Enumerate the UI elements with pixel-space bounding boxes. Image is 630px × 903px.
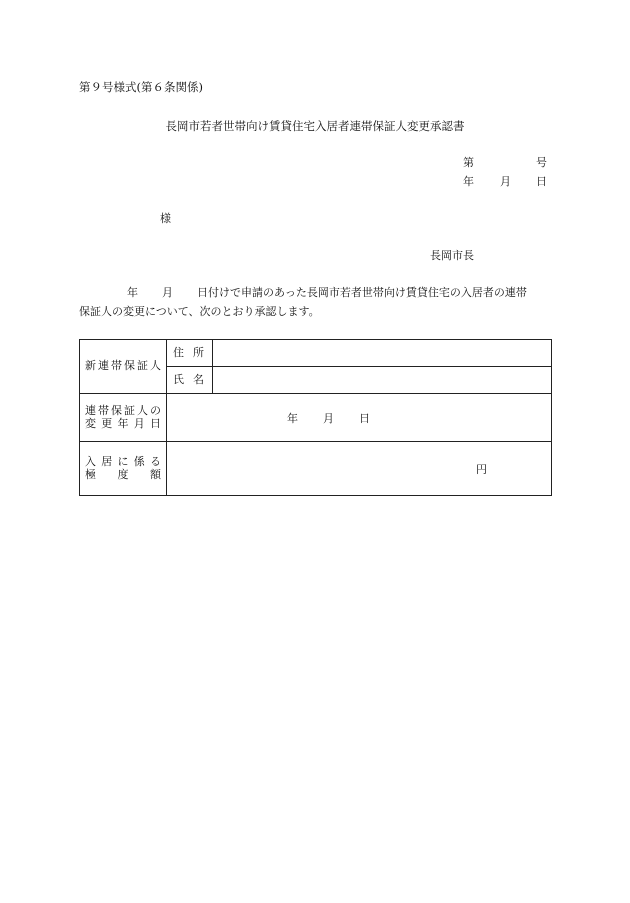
form-number: 第９号様式(第６条関係): [79, 80, 203, 94]
yen-unit: 円: [476, 462, 487, 476]
change-date-label-line-2: [85, 418, 161, 431]
new-guarantor-label: 新連帯保証人: [80, 340, 167, 394]
guarantor-change-table: [79, 339, 552, 496]
change-date-char-1: 変: [85, 416, 96, 430]
limit-label-char-2: 居: [101, 454, 113, 468]
number-prefix: 第: [463, 156, 474, 169]
address-label-char-2: 所: [193, 345, 204, 359]
body-text-line-2: 保証人の変更について、次のとおり承認します。: [79, 305, 320, 318]
limit-label-char-3: に: [117, 454, 129, 468]
issuer-name: 長岡市長: [430, 249, 474, 262]
limit-label-char-1: 入: [85, 454, 96, 468]
change-year-unit: 年: [287, 411, 298, 425]
document-title: 長岡市若者世帯向け賃貸住宅入居者連帯保証人変更承認書: [165, 119, 465, 133]
body-month: 月: [162, 286, 173, 299]
change-month-unit: 月: [323, 411, 334, 425]
change-date-label-line-1: 連帯保証人の: [85, 403, 163, 417]
limit-label-char-8: 額: [150, 467, 161, 481]
limit-label-line-1: [85, 456, 161, 469]
limit-amount-label: [80, 442, 167, 496]
issue-month: 月: [500, 175, 511, 188]
address-field[interactable]: [213, 340, 552, 367]
address-label-cell: [167, 340, 213, 367]
addressee-honorific: 様: [160, 212, 171, 225]
limit-label-char-7: 度: [117, 467, 129, 481]
change-date-char-4: 月: [133, 416, 145, 430]
limit-amount-field[interactable]: [167, 442, 552, 496]
number-suffix: 号: [536, 156, 547, 169]
name-label-char-1: 氏: [173, 372, 184, 386]
change-day-unit: 日: [359, 411, 370, 425]
change-date-char-5: 日: [150, 416, 161, 430]
name-label-cell: [167, 367, 213, 394]
change-date-field[interactable]: [167, 394, 552, 442]
name-label-char-2: 名: [193, 372, 204, 386]
body-line-1-text: 日付けで申請のあった長岡市若者世帯向け賃貸住宅の入居者の連帯: [197, 286, 527, 299]
limit-label-char-4: 係: [133, 454, 145, 468]
body-year: 年: [127, 286, 138, 299]
issue-year: 年: [463, 175, 474, 188]
address-label-char-1: 住: [173, 345, 184, 359]
limit-label-char-6: 極: [85, 467, 96, 481]
change-date-label: [80, 394, 167, 442]
change-date-char-3: 年: [117, 416, 129, 430]
limit-label-line-2: [85, 469, 161, 482]
issue-day: 日: [536, 175, 547, 188]
name-field[interactable]: [213, 367, 552, 394]
change-date-char-2: 更: [101, 416, 113, 430]
limit-label-char-5: る: [150, 454, 161, 468]
